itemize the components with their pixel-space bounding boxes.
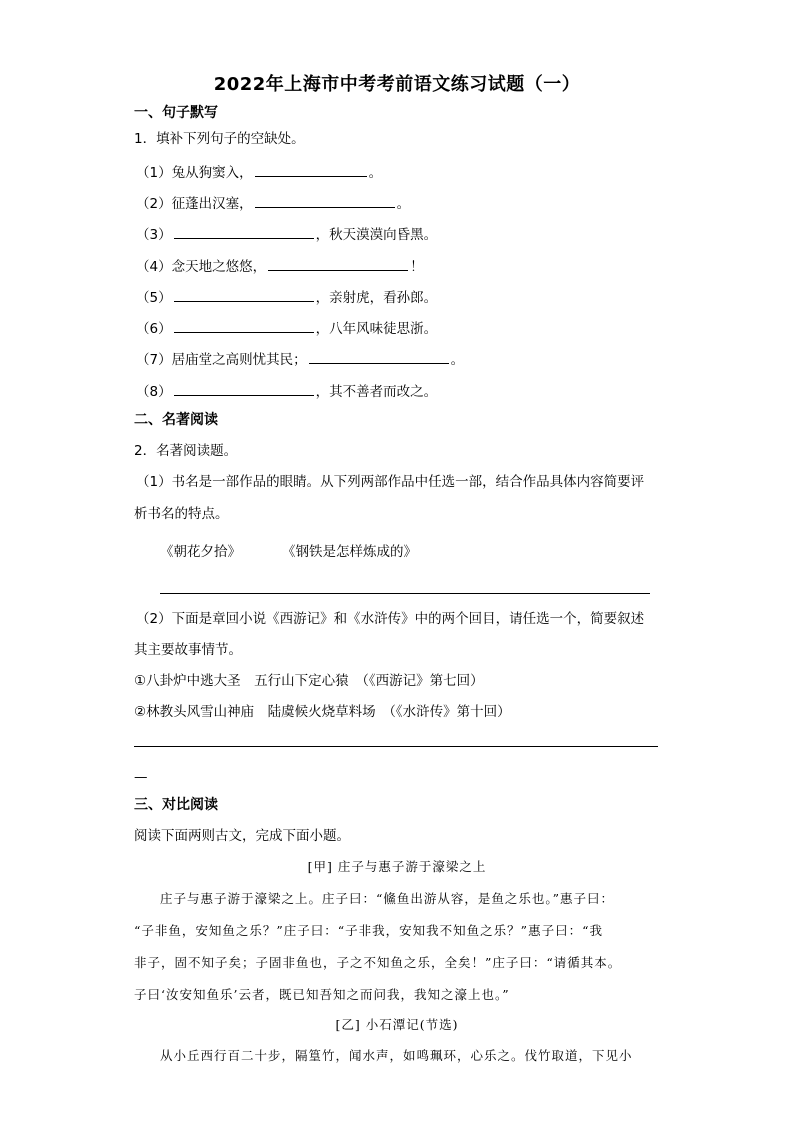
answer-blank[interactable] (268, 256, 408, 271)
item-number: （7） (136, 352, 172, 368)
section-heading-3: 三、对比阅读 (134, 797, 218, 813)
item-number: （4） (136, 259, 172, 275)
book-choice-b: 《钢铁是怎样炼成的》 (282, 544, 417, 560)
item-suffix: ，亲射虎，看孙郎。 (315, 290, 438, 306)
reading-instruction: 阅读下面两则古文，完成下面小题。 (134, 828, 350, 844)
item-number: （5） (136, 290, 172, 306)
fill-item-2 (136, 193, 410, 213)
question-2-1-line2: 析书名的特点。 (134, 506, 229, 522)
text-b-title: [乙] 小石潭记(节选) (335, 1017, 459, 1032)
item-prefix: 征蓬出汉塞， (171, 196, 253, 212)
item-number: （3） (136, 227, 172, 243)
fill-item-7 (136, 349, 464, 369)
page-title: 2022年上海市中考考前语文练习试题（一） (213, 74, 581, 95)
item-number: （6） (136, 321, 172, 337)
question-1-intro: 1．填补下列句子的空缺处。 (134, 131, 305, 147)
answer-blank[interactable] (309, 349, 449, 364)
answer-blank[interactable] (255, 162, 367, 177)
item-number: （8） (136, 384, 172, 400)
text-a-title: [甲] 庄子与惠子游于濠梁之上 (307, 859, 487, 874)
text-a-line: 子曰‘汝安知鱼乐’云者，既已知吾知之而问我，我知之濠上也。” (134, 987, 510, 1002)
item-suffix: ！ (410, 259, 424, 275)
item-number: （2） (136, 196, 172, 212)
question-2-1-line1: （1）书名是一部作品的眼睛。从下列两部作品中任选一部，结合作品具体内容简要评 (136, 474, 645, 490)
item-suffix: ，秋天漠漠向昏黑。 (315, 227, 438, 243)
book-choice-a: 《朝花夕拾》 (160, 544, 241, 560)
text-a-line: 非子，固不知子矣；子固非鱼也，子之不知鱼之乐，全矣！”庄子曰：“请循其本。 (134, 955, 622, 970)
item-suffix: ，其不善者而改之。 (315, 384, 438, 400)
answer-line[interactable] (160, 593, 650, 594)
item-number: （1） (136, 165, 172, 181)
item-suffix: ，八年风味徒思浙。 (315, 321, 438, 337)
chapter-option-2: ②林教头风雪山神庙 陆虞候火烧草料场 （《水浒传》第十回） (134, 704, 511, 720)
answer-blank[interactable] (255, 193, 395, 208)
answer-blank[interactable] (174, 224, 314, 239)
item-prefix: 念天地之悠悠， (171, 259, 267, 275)
item-prefix: 兔从狗窦入， (171, 165, 253, 181)
item-suffix: 。 (450, 352, 465, 368)
answer-line[interactable] (134, 746, 658, 747)
text-b-line: 从小丘西行百二十步，隔篁竹，闻水声，如鸣珮环，心乐之。伐竹取道，下见小 (160, 1048, 633, 1063)
item-suffix: 。 (368, 165, 383, 181)
question-2-intro: 2．名著阅读题。 (134, 443, 238, 459)
text-a-line: “子非鱼，安知鱼之乐？”庄子曰：“子非我，安知我不知鱼之乐？”惠子曰：“我 (134, 923, 603, 938)
item-suffix: 。 (396, 196, 411, 212)
fill-item-4 (136, 256, 424, 276)
question-2-2-line1: （2）下面是章回小说《西游记》和《水浒传》中的两个回目，请任选一个，简要叙述 (136, 611, 645, 627)
section-heading-1: 一、句子默写 (134, 105, 218, 121)
answer-blank[interactable] (174, 381, 314, 396)
item-prefix: 居庙堂之高则忧其民； (171, 352, 307, 368)
question-2-2-line2: 其主要故事情节。 (134, 642, 242, 658)
chapter-option-1: ①八卦炉中逃大圣 五行山下定心猿 （《西游记》第七回） (134, 673, 484, 689)
fill-item-8 (136, 381, 437, 401)
answer-blank[interactable] (174, 318, 314, 333)
answer-line-tail: — (134, 769, 148, 785)
text-a-line: 庄子与惠子游于濠梁之上。庄子曰：“鯈鱼出游从容，是鱼之乐也。”惠子曰： (160, 891, 615, 906)
fill-item-6 (136, 318, 437, 338)
section-heading-2: 二、名著阅读 (134, 412, 218, 428)
fill-item-3 (136, 224, 437, 244)
fill-item-1 (136, 162, 382, 182)
answer-blank[interactable] (174, 287, 314, 302)
fill-item-5 (136, 287, 437, 307)
